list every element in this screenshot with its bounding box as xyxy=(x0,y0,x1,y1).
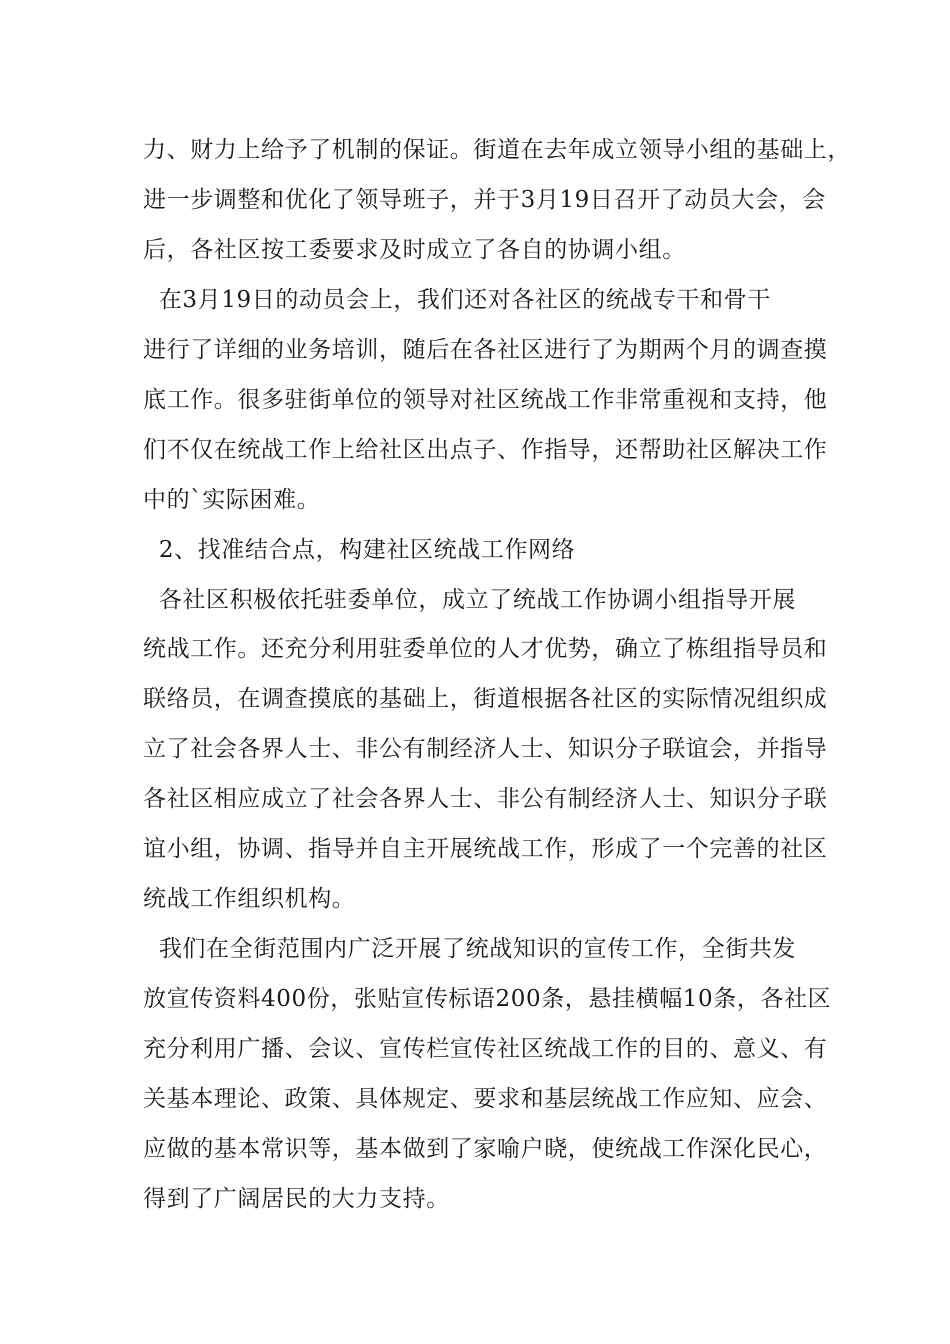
text-line: 进行了详细的业务培训，随后在各社区进行了为期两个月的调查摸 xyxy=(143,337,828,363)
text-line: 各社区相应成立了社会各界人士、非公有制经济人士、知识分子联 xyxy=(143,786,828,812)
text-line: 应做的基本常识等，基本做到了家喻户晓，使统战工作深化民心， xyxy=(143,1136,828,1162)
text-line: 在3月19日的动员会上，我们还对各社区的统战专干和骨干 xyxy=(143,287,771,313)
text-line: 中的`实际困难。 xyxy=(143,487,321,513)
text-line: 联络员，在调查摸底的基础上，街道根据各社区的实际情况组织成 xyxy=(143,686,828,712)
text-line: 立了社会各界人士、非公有制经济人士、知识分子联谊会，并指导 xyxy=(143,736,828,762)
text-line: 放宣传资料400份，张贴宣传标语200条，悬挂横幅10条，各社区 xyxy=(143,986,832,1012)
text-line: 统战工作。还充分利用驻委单位的人才优势，确立了栋组指导员和 xyxy=(143,636,828,662)
text-line: 各社区积极依托驻委单位，成立了统战工作协调小组指导开展 xyxy=(143,587,797,613)
text-line: 谊小组，协调、指导并自主开展统战工作，形成了一个完善的社区 xyxy=(143,836,828,862)
text-line: 底工作。很多驻街单位的领导对社区统战工作非常重视和支持，他 xyxy=(143,387,828,413)
text-line: 力、财力上给予了机制的保证。街道在去年成立领导小组的基础上， xyxy=(143,137,851,163)
text-line: 得到了广阔居民的大力支持。 xyxy=(143,1186,450,1212)
text-line: 进一步调整和优化了领导班子，并于3月19日召开了动员大会，会 xyxy=(143,187,826,213)
text-line: 统战工作组织机构。 xyxy=(143,886,356,912)
text-line: 关基本理论、政策、具体规定、要求和基层统战工作应知、应会、 xyxy=(143,1086,828,1112)
text-line: 们不仅在统战工作上给社区出点子、作指导，还帮助社区解决工作 xyxy=(143,437,828,463)
text-line: 后，各社区按工委要求及时成立了各自的协调小组。 xyxy=(143,237,686,263)
section-heading: 2、找准结合点，构建社区统战工作网络 xyxy=(143,537,576,563)
text-line: 我们在全街范围内广泛开展了统战知识的宣传工作，全街共发 xyxy=(143,936,797,962)
text-line: 充分利用广播、会议、宣传栏宣传社区统战工作的目的、意义、有 xyxy=(143,1036,828,1062)
